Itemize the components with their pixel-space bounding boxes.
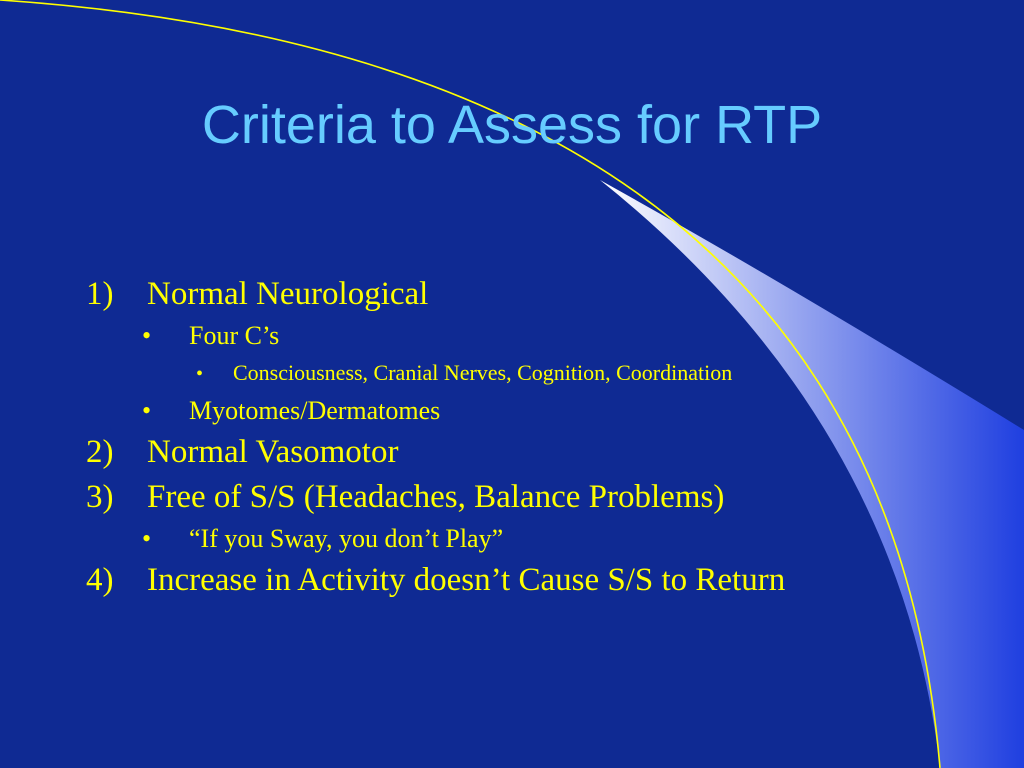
number-marker: 2) (86, 434, 114, 470)
list-item-3 (86, 475, 946, 520)
list-item-text: Normal Neurological (147, 276, 429, 312)
slide-body (86, 272, 946, 603)
slide-title: Criteria to Assess for RTP (201, 95, 823, 155)
sub-sub-item-consciousness (86, 355, 946, 392)
sub-item-four-cs (86, 317, 946, 355)
number-marker: 4) (86, 562, 114, 598)
list-item-text: Four C’s (189, 321, 280, 350)
number-marker: 3) (86, 479, 114, 515)
bullet-marker: • (142, 396, 152, 425)
list-item-text: Consciousness, Cranial Nerves, Cognition, Coordination (233, 360, 733, 385)
list-item-text: Normal Vasomotor (147, 434, 399, 470)
list-item-4 (86, 558, 946, 603)
number-marker: 1) (86, 276, 114, 312)
list-item-text: “If you Sway, you don’t Play” (189, 524, 504, 553)
list-item-text: Free of S/S (Headaches, Balance Problems) (147, 479, 725, 515)
list-item-1 (86, 272, 946, 317)
bullet-marker: • (196, 363, 204, 385)
list-item-text: Myotomes/Dermatomes (189, 396, 441, 425)
bullet-marker: • (142, 321, 152, 350)
sub-item-sway (86, 520, 946, 558)
bullet-marker: • (142, 524, 152, 553)
sub-item-myotomes (86, 392, 946, 430)
list-item-text: Increase in Activity doesn’t Cause S/S to Return (147, 562, 786, 598)
list-item-2 (86, 430, 946, 475)
